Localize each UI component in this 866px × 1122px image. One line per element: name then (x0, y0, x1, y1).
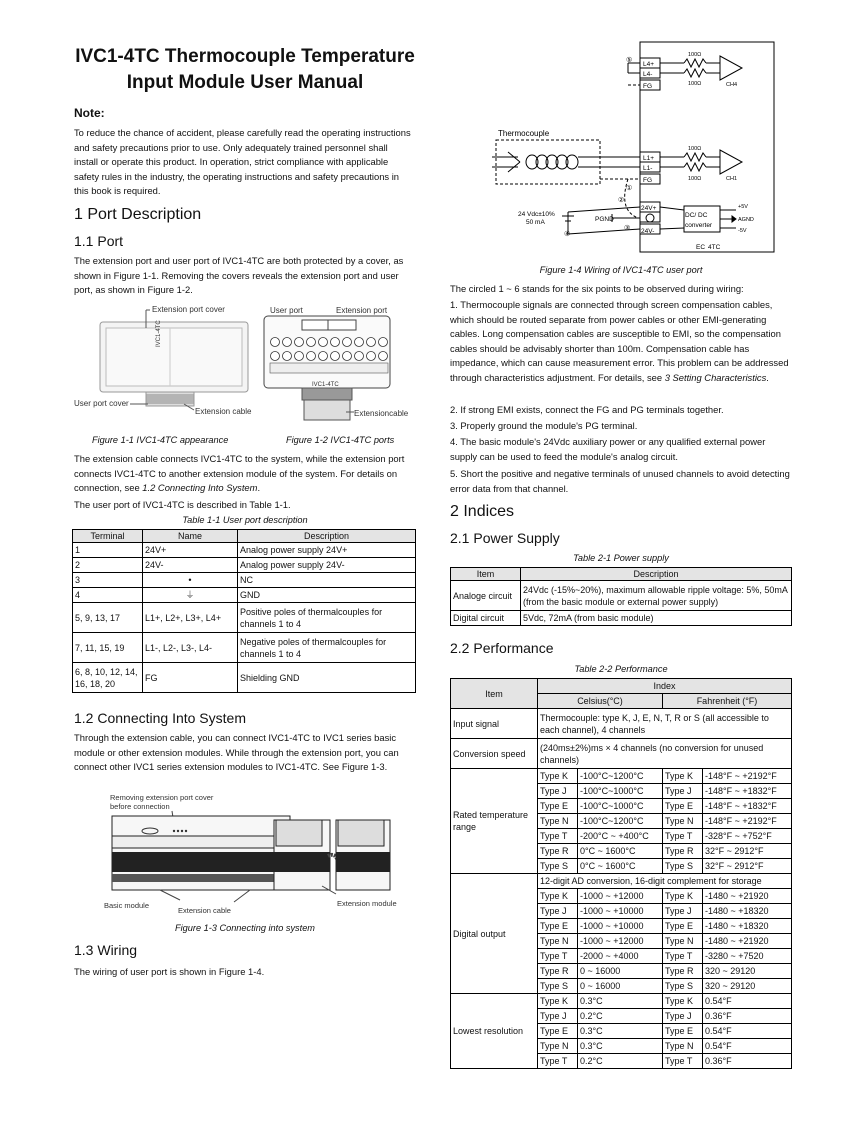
table-cell: Type J (663, 784, 703, 799)
table-cell: -1480 ~ +21920 (703, 934, 792, 949)
table-cell: 0.3°C (578, 994, 663, 1009)
table-2-1-caption: Table 2-1 Power supply (573, 553, 669, 563)
table-cell: -148°F ~ +1832°F (703, 799, 792, 814)
ch4-label: CH4 (726, 82, 738, 88)
m5v-label: -5V (738, 228, 747, 234)
table-cell: -2000 ~ +4000 (578, 949, 663, 964)
figure-1-4-wiring-diagram (488, 40, 788, 260)
table-row (451, 769, 792, 784)
p5v-label: +5V (738, 204, 748, 210)
basic-module-drawing (112, 816, 290, 890)
table-cell: -1480 ~ +21920 (703, 889, 792, 904)
r100-label: 100Ω (688, 176, 702, 182)
fig3-removing-label: Removing extension port cover (110, 793, 214, 802)
table-header: Description (521, 568, 792, 581)
ground-symbol-icon: ⏚ (143, 588, 238, 603)
table-cell: Type E (663, 799, 703, 814)
section-1-1-text-2: The extension cable connects IVC1-4TC to the system, while the extension port connects IVC1-4TC to another extension module of the system. For details on connection, see 1.2 Connecting Into System. (74, 453, 405, 493)
agnd-label: AGND (738, 217, 754, 223)
section-1-3-heading: 1.3 Wiring (74, 942, 138, 958)
table-cell: Type S (663, 979, 703, 994)
table-cell: Type K (663, 994, 703, 1009)
table-cell: Type E (663, 919, 703, 934)
v24m-label: 24V- (641, 228, 655, 235)
wiring-note-3: 3. Properly ground the module's PG terminal. (450, 420, 638, 431)
table-row: 5, 9, 13, 17 L1+, L2+, L3+, L4+ Positive poles of thermalcouples for channels 1 to 4 (73, 603, 416, 633)
wiring-note-4: 4. The basic module's 24Vdc auxiliary power or any qualified external power supply can be used to feed the module's analog circuit. (450, 436, 766, 462)
fig1-user-cover-label: User port cover (74, 399, 129, 408)
dcdc-label: DC/ DC (685, 212, 708, 219)
section-1-2-text: Through the extension cable, you can connect IVC1-4TC to IVC1 series basic module or other extension modules. While through the extension port, you can connect other IVC1 series extension modules to IVC1-4TC. See Figure 1-3. (74, 732, 399, 772)
table-cell: Type J (538, 784, 578, 799)
module-appearance-drawing (100, 310, 248, 410)
table-cell: Type K (538, 994, 578, 1009)
table-cell: Type T (538, 1054, 578, 1069)
table-cell: Type S (538, 979, 578, 994)
table-cell: Type N (663, 934, 703, 949)
table-cell: 0 ~ 16000 (578, 979, 663, 994)
table-row (451, 994, 792, 1009)
figure-1-3 (74, 790, 416, 920)
fig1-model-label: IVC1-4TC (156, 320, 162, 347)
table-cell: -3280 ~ +7520 (703, 949, 792, 964)
table-cell: Type E (538, 919, 578, 934)
table-cell: Type N (663, 1039, 703, 1054)
table-cell: Type E (538, 1024, 578, 1039)
section-2-1-heading: 2.1 Power Supply (450, 530, 560, 546)
table-row: 2 24V- Analog power supply 24V- (73, 558, 416, 573)
table-cell: Type R (538, 964, 578, 979)
table-cell: Type J (663, 1009, 703, 1024)
fg4-label: FG (643, 83, 653, 90)
table-cell: -148°F ~ +2192°F (703, 814, 792, 829)
table-row: 6, 8, 10, 12, 14, 16, 18, 20 FG Shielding GND (73, 663, 416, 693)
table-cell: -1000 ~ +12000 (578, 889, 663, 904)
table-row: Digital circuit 5Vdc, 72mA (from basic module) (451, 611, 792, 626)
r100-label: 100Ω (688, 52, 702, 58)
pgnd-label: PGND (595, 216, 614, 223)
figure-1-2-caption: Figure 1-2 IVC1-4TC ports (286, 435, 395, 445)
wiring-note-5: 5. Short the positive and negative terminals of unused channels to avoid detecting error data from that channel. (450, 468, 790, 494)
v24-label: 24 Vdc±10% (518, 211, 555, 218)
table-cell: Type K (538, 769, 578, 784)
table-cell: -148°F ~ +2192°F (703, 769, 792, 784)
table-header: Fahrenheit (°F) (663, 694, 792, 709)
r100-label: 100Ω (688, 81, 702, 87)
table-header: Description (238, 530, 416, 543)
table-header: Celsius(°C) (538, 694, 663, 709)
table-cell: 0.3°C (578, 1039, 663, 1054)
fig3-ext-module-label: Extension module (337, 899, 397, 908)
table-cell: -1000 ~ +12000 (578, 934, 663, 949)
table-cell: 32°F ~ 2912°F (703, 859, 792, 874)
table-cell: 0°C ~ 1600°C (578, 844, 663, 859)
table-row (451, 874, 792, 889)
section-2-heading: 2 Indices (450, 503, 515, 520)
fig3-before-label: before connection (110, 802, 170, 811)
table-cell: 320 ~ 29120 (703, 979, 792, 994)
figure-1-1-caption: Figure 1-1 IVC1-4TC appearance (92, 435, 229, 445)
table-header: Name (143, 530, 238, 543)
table-row-label: Digital output (451, 874, 538, 994)
table-cell: Type S (538, 859, 578, 874)
table-row: Analoge circuit 24Vdc (-15%~20%), maximum allowable ripple voltage: 5%, 50mA (from the basic module or external power supply) (451, 581, 792, 611)
point-3-label: ③ (624, 225, 631, 232)
table-cell: Type N (663, 814, 703, 829)
table-cell: 0.3°C (578, 1024, 663, 1039)
table-cell: 0°C ~ 1600°C (578, 859, 663, 874)
table-cell: Type K (538, 889, 578, 904)
point-4-label: ④ (564, 231, 571, 238)
table-row: Input signal Thermocouple: type K, J, E, N, T, R or S (all accessible to each channel), 4 channels (451, 709, 792, 739)
ma50-label: 50 mA (526, 219, 545, 226)
table-row: 3 • NC (73, 573, 416, 588)
r100-label: 100Ω (688, 146, 702, 152)
table-header: Terminal (73, 530, 143, 543)
section-1-1-text: The extension port and user port of IVC1-4TC are both protected by a cover, as shown in Figure 1-1. Removing the covers reveals the extension port and user port, as shown in Figure 1-2. (74, 255, 404, 295)
note-text: To reduce the chance of accident, please carefully read the operating instructions and safety precautions prior to use. Only adequately trained personnel shall install or operate this product. In operation, strict compliance with applicable safety rules in the industry, the operating instructions and safety precautions in this book is required. (74, 127, 411, 196)
table-cell: Type J (538, 1009, 578, 1024)
converter-label: converter (685, 222, 713, 229)
fig1-ext-cover-label: Extension port cover (152, 305, 225, 314)
note-heading: Note: (74, 106, 105, 120)
section-1-1-heading: 1.1 Port (74, 233, 124, 249)
v24p-label: 24V+ (641, 205, 657, 212)
table-cell: -100°C~1000°C (578, 784, 663, 799)
figure-1-1-1-2 (74, 300, 416, 432)
section-2-2-heading: 2.2 Performance (450, 640, 554, 656)
module-ports-drawing (264, 316, 390, 420)
table-cell: Type N (538, 814, 578, 829)
ch1-label: CH1 (726, 176, 738, 182)
extension-module-2-drawing (336, 820, 390, 890)
section-1-1-text-3: The user port of IVC1-4TC is described in Table 1-1. (74, 499, 291, 510)
table-row: 7, 11, 15, 19 L1-, L2-, L3-, L4- Negative poles of thermalcouples for channels 1 to 4 (73, 633, 416, 663)
thermocouple-label: Thermocouple (498, 129, 550, 138)
power-supply-table (450, 567, 792, 626)
table-cell: -148°F ~ +1832°F (703, 784, 792, 799)
l1p-label: L1+ (643, 155, 655, 162)
figure-1-3-caption: Figure 1-3 Connecting into system (175, 923, 315, 933)
table-cell: 12-digit AD conversion, 16-digit complement for storage (538, 874, 792, 889)
table-cell: 0.36°F (703, 1054, 792, 1069)
table-cell: 0.54°F (703, 1039, 792, 1054)
table-cell: 0.54°F (703, 994, 792, 1009)
table-cell: Type J (663, 904, 703, 919)
table-cell: Type N (538, 1039, 578, 1054)
ec-model-label: EC 4TC (696, 244, 721, 251)
table-cell: -1480 ~ +18320 (703, 919, 792, 934)
table-cell: 0.36°F (703, 1009, 792, 1024)
table-row: Conversion speed (240ms±2%)ms × 4 channels (no conversion for unused channels) (451, 739, 792, 769)
table-cell: Type T (538, 829, 578, 844)
section-1-3-text: The wiring of user port is shown in Figure 1-4. (74, 966, 265, 977)
table-row: 4 ⏚ GND (73, 588, 416, 603)
point-5-label: ⑤ (626, 57, 633, 64)
table-cell: Type R (663, 844, 703, 859)
table-cell: Type T (663, 1054, 703, 1069)
table-cell: Type R (663, 964, 703, 979)
table-cell: 0.2°C (578, 1009, 663, 1024)
table-1-1-caption: Table 1-1 User port description (182, 515, 308, 525)
point-1-label: ① (626, 185, 633, 192)
table-cell: -328°F ~ +752°F (703, 829, 792, 844)
table-cell: Type K (663, 769, 703, 784)
wiring-intro: The circled 1 ~ 6 stands for the six points to be observed during wiring: (450, 283, 744, 294)
document-title: IVC1-4TC Thermocouple Temperature Input Module User Manual (75, 46, 415, 93)
table-cell: 0.54°F (703, 1024, 792, 1039)
table-cell: Type R (538, 844, 578, 859)
point-2-label: ② (618, 197, 625, 204)
fig2-model-label: IVC1-4TC (312, 382, 339, 388)
fig2-ext-cable-label: Extensioncable (354, 409, 409, 418)
table-cell: -1000 ~ +10000 (578, 904, 663, 919)
wiring-note-1: 1. Thermocouple signals are connected through screen compensation cables, which should be routed separate from power cables or other EMI-generating cables. Long compensation cables are susceptible to EMI, so the compensation cables should be advisably shorter than 100m. Compensation cable has impedance, which can cause measurement error. This problem can be addressed through characteristics adjustment. For details, see 3 Setting Characteristics. (450, 299, 789, 383)
table-cell: -1480 ~ +18320 (703, 904, 792, 919)
fg1-label: FG (643, 177, 653, 184)
table-cell: Type N (538, 934, 578, 949)
table-cell: 320 ~ 29120 (703, 964, 792, 979)
table-cell: -200°C ~ +400°C (578, 829, 663, 844)
extension-module-1-drawing (274, 820, 330, 890)
table-cell: Type T (663, 829, 703, 844)
fig2-ext-port-label: Extension port (336, 306, 388, 315)
table-2-2-caption: Table 2-2 Performance (574, 664, 668, 674)
table-cell: 0.2°C (578, 1054, 663, 1069)
fig1-ext-cable-label: Extension cable (195, 407, 252, 416)
table-cell: Type E (663, 1024, 703, 1039)
table-cell: -1000 ~ +10000 (578, 919, 663, 934)
wiring-note-2: 2. If strong EMI exists, connect the FG and PG terminals together. (450, 404, 724, 415)
l4m-label: L4- (643, 71, 653, 78)
table-header: Index (538, 679, 792, 694)
table-header: Item (451, 568, 521, 581)
l4p-label: L4+ (643, 61, 655, 68)
table-row-label: Lowest resolution (451, 994, 538, 1069)
table-cell: Type T (663, 949, 703, 964)
table-cell: -100°C~1200°C (578, 769, 663, 784)
fig2-user-port-label: User port (270, 306, 303, 315)
fig3-ext-cable-label: Extension cable (178, 906, 231, 915)
section-1-heading: 1 Port Description (74, 206, 202, 223)
performance-table (450, 678, 792, 1069)
table-cell: Type T (538, 949, 578, 964)
table-cell: -100°C~1200°C (578, 814, 663, 829)
fig3-basic-label: Basic module (104, 901, 150, 910)
figure-1-4-caption: Figure 1-4 Wiring of IVC1-4TC user port (539, 265, 703, 275)
user-port-table (72, 529, 416, 693)
table-cell: Type K (663, 889, 703, 904)
l1m-label: L1- (643, 165, 653, 172)
table-header: Item (451, 679, 538, 709)
section-1-2-heading: 1.2 Connecting Into System (74, 710, 246, 726)
table-cell: Type J (538, 904, 578, 919)
table-cell: 32°F ~ 2912°F (703, 844, 792, 859)
table-row-label: Rated temperature range (451, 769, 538, 874)
table-cell: Type S (663, 859, 703, 874)
table-cell: Type E (538, 799, 578, 814)
table-row: 1 24V+ Analog power supply 24V+ (73, 543, 416, 558)
table-cell: 0 ~ 16000 (578, 964, 663, 979)
table-cell: -100°C~1000°C (578, 799, 663, 814)
